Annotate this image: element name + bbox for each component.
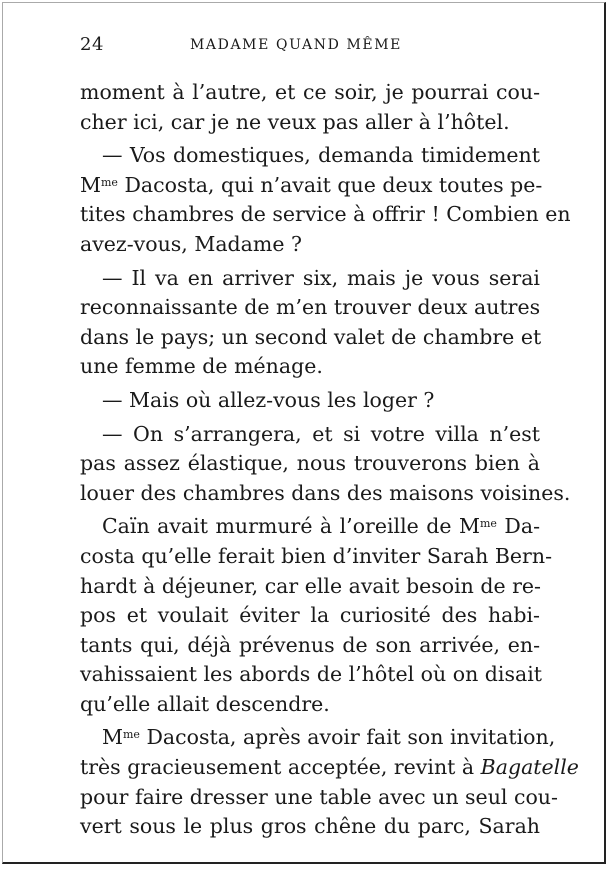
abbreviation-superscript: me [123, 728, 140, 742]
text-run: M [102, 725, 123, 750]
text-run: — Vos domestiques, demanda timidement [102, 143, 540, 168]
text-line [80, 386, 540, 416]
running-header [80, 34, 540, 56]
text-line [80, 542, 552, 572]
text-run: pour faire dresser une table avec un seul cou- [80, 784, 558, 809]
italic-title: Bagatelle [480, 755, 579, 780]
text-run: Dacosta, après avoir fait son invitation, [139, 725, 556, 750]
text-run: Dacosta, qui n’avait que deux toutes pe- [117, 172, 543, 197]
text-run: pos et voulait éviter la curiosité des habi- [80, 603, 540, 628]
text-line [80, 631, 540, 661]
text-run: vert sous le plus gros chêne du parc, Sarah [80, 814, 540, 839]
text-line [80, 660, 543, 690]
text-line [80, 293, 540, 323]
paragraph [80, 141, 571, 259]
paragraph [80, 723, 579, 841]
text-line [80, 753, 579, 783]
text-run: Caïn avait murmuré à l’oreille de M [102, 514, 480, 539]
text-run: vahissaient les abords de l’hôtel où on disait [80, 662, 543, 687]
body-text [80, 78, 579, 842]
text-run: costa qu’elle ferait bien d’inviter Sarah Bern- [80, 543, 552, 568]
text-run: — On s’arrangera, et si votre villa n’est [102, 421, 540, 446]
text-line [80, 200, 571, 230]
text-line [80, 171, 543, 201]
text-line [80, 141, 540, 171]
text-line [80, 723, 556, 753]
text-line [80, 230, 540, 260]
text-run: tants qui, déjà prévenus de son arrivée, en- [80, 632, 540, 657]
text-run: — Il va en arriver six, mais je vous serai [102, 265, 540, 290]
text-run: Da- [496, 514, 540, 539]
text-run: louer des chambres dans des maisons voisines. [80, 480, 571, 505]
text-line [80, 323, 540, 353]
abbreviation-superscript: me [101, 175, 118, 189]
text-run: hardt à déjeuner, car elle avait besoin de re- [80, 573, 541, 598]
text-run: très gracieusement acceptée, revint à [80, 755, 481, 780]
text-run: pas assez élastique, nous trouverons bien à [80, 451, 540, 476]
text-run: dans le pays; un second valet de chambre et [80, 324, 542, 349]
text-line [80, 108, 540, 138]
text-run: — Mais où allez-vous les loger ? [102, 387, 435, 412]
text-line [80, 512, 540, 542]
text-run: une femme de ménage. [80, 354, 323, 379]
text-run: moment à l’autre, et ce soir, je pourrai cou- [80, 80, 540, 104]
text-line [80, 420, 540, 450]
abbreviation-superscript: me [479, 517, 497, 531]
text-line [80, 572, 540, 602]
text-run: avez-vous, Madame ? [80, 231, 302, 256]
text-line [80, 352, 540, 382]
running-title: MADAME QUAND MÊME [190, 37, 402, 53]
text-line [80, 601, 540, 631]
text-line [80, 449, 540, 479]
text-line [80, 264, 540, 294]
text-run: qu’elle allait descendre. [80, 691, 330, 716]
text-line [80, 690, 540, 720]
text-line [80, 812, 540, 842]
text-line [80, 783, 558, 813]
paragraph [80, 264, 540, 382]
text-run: cher ici, car je ne veux pas aller à l’hôtel. [80, 109, 510, 134]
text-run: reconnaissante de m’en trouver deux autres [80, 295, 541, 320]
page-number: 24 [80, 34, 104, 55]
text-line [80, 479, 571, 509]
paragraph [80, 512, 552, 719]
paragraph [80, 420, 571, 509]
text-run: tites chambres de service à offrir ! Combien en [80, 202, 571, 227]
text-run: M [80, 172, 101, 197]
paragraph [80, 386, 540, 416]
text-line [80, 78, 540, 108]
paragraph [80, 78, 540, 137]
